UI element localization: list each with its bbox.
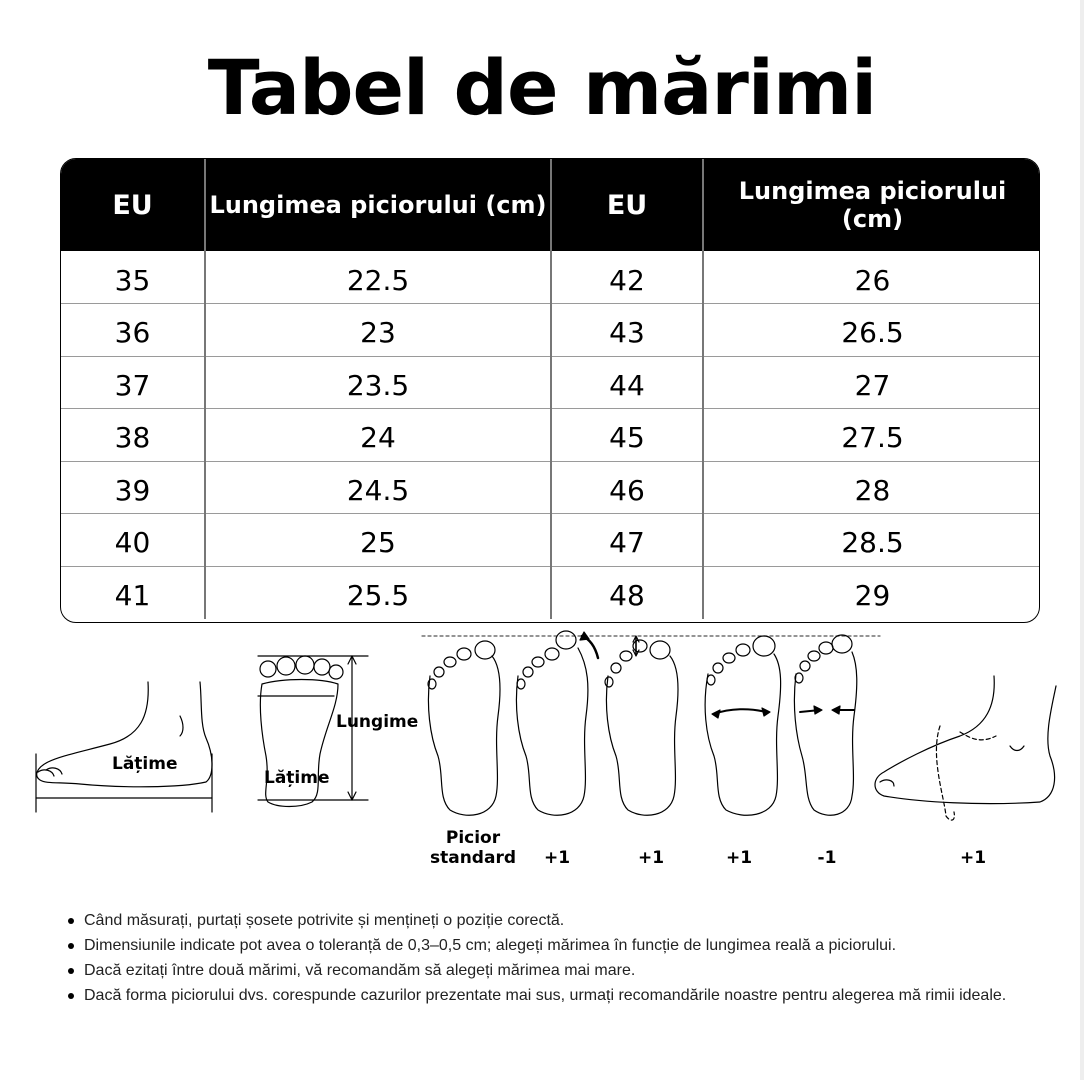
sole-length-label: Lungime bbox=[336, 712, 419, 732]
narrow-foot-icon bbox=[794, 635, 856, 815]
table-cell: 25 bbox=[205, 514, 551, 567]
adjustment-long-toe: +1 bbox=[543, 848, 571, 868]
table-cell: 28 bbox=[703, 461, 1040, 514]
table-cell: 22.5 bbox=[205, 251, 551, 304]
table-cell: 45 bbox=[551, 409, 703, 462]
table-cell: 37 bbox=[61, 356, 205, 409]
long-toe-foot-icon bbox=[516, 631, 598, 815]
table-cell: 23 bbox=[205, 304, 551, 357]
table-cell: 44 bbox=[551, 356, 703, 409]
standard-foot-icon bbox=[428, 641, 500, 815]
standard-label-line2: standard bbox=[429, 848, 516, 868]
adjustment-high-instep: +1 bbox=[959, 848, 987, 868]
wide-foot-icon bbox=[705, 636, 781, 815]
table-row bbox=[61, 409, 1040, 462]
table-header-row bbox=[61, 159, 1040, 251]
adjustment-narrow-foot: -1 bbox=[817, 848, 837, 868]
table-cell: 42 bbox=[551, 251, 703, 304]
table-row bbox=[61, 461, 1040, 514]
table-cell: 36 bbox=[61, 304, 205, 357]
sole-width-label: Lățime bbox=[264, 768, 330, 788]
header-length-right: Lungimea piciorului (cm) bbox=[703, 159, 1040, 251]
notes-list bbox=[66, 908, 1046, 1008]
table-row bbox=[61, 566, 1040, 619]
list-item: Dacă forma piciorului dvs. corespunde cazurilor prezentate mai sus, urmați recomandările noastre pentru alegerea mă rimii ideale. bbox=[66, 983, 1046, 1008]
table-cell: 23.5 bbox=[205, 356, 551, 409]
table-cell: 28.5 bbox=[703, 514, 1040, 567]
table-cell: 26 bbox=[703, 251, 1040, 304]
table-row bbox=[61, 514, 1040, 567]
adjustment-wide-foot: +1 bbox=[725, 848, 753, 868]
page-title: Tabel de mărimi bbox=[207, 43, 877, 132]
list-item: Când măsurați, purtați șosete potrivite și mențineți o poziție corectă. bbox=[66, 908, 1046, 933]
table-cell: 26.5 bbox=[703, 304, 1040, 357]
table-cell: 29 bbox=[854, 579, 891, 612]
table-cell: 39 bbox=[61, 461, 205, 514]
table-cell: 38 bbox=[61, 409, 205, 462]
side-width-label: Lățime bbox=[112, 754, 178, 774]
header-length-left: Lungimea piciorului (cm) bbox=[205, 159, 551, 251]
header-eu-left: EU bbox=[61, 159, 205, 251]
header-eu-right: EU bbox=[551, 159, 703, 251]
table-cell: 27.5 bbox=[703, 409, 1040, 462]
table-cell: 25.5 bbox=[205, 566, 551, 619]
table-cell: 24 bbox=[205, 409, 551, 462]
table-cell: 46 bbox=[551, 461, 703, 514]
table-cell: 48 bbox=[551, 566, 703, 619]
page-edge bbox=[1080, 0, 1084, 1080]
table-row bbox=[61, 356, 1040, 409]
side-foot-width-icon bbox=[36, 682, 212, 812]
table-cell: 40 bbox=[61, 514, 205, 567]
standard-label-line1: Picior bbox=[445, 828, 501, 848]
table-cell: 35 bbox=[61, 251, 205, 304]
table-row bbox=[61, 304, 1040, 357]
standard-foot-label bbox=[420, 828, 526, 868]
table-cell: 41 bbox=[61, 566, 205, 619]
list-item: Dimensiunile indicate pot avea o toleranță de 0,3–0,5 cm; alegeți mărimea în funcție de lungimea reală a piciorului. bbox=[66, 933, 1046, 958]
foot-measurement-diagram bbox=[0, 626, 1084, 876]
table-cell: 43 bbox=[551, 304, 703, 357]
size-table bbox=[60, 158, 1040, 623]
table-cell: 27 bbox=[703, 356, 1040, 409]
table-row bbox=[61, 251, 1040, 304]
list-item: Dacă ezitați între două mărimi, vă recomandăm să alegeți mărimea mai mare. bbox=[66, 958, 1046, 983]
table-cell: 47 bbox=[551, 514, 703, 567]
adjustment-tall-toe: +1 bbox=[637, 848, 665, 868]
high-instep-foot-icon bbox=[875, 676, 1056, 820]
table-cell: 24.5 bbox=[205, 461, 551, 514]
tall-toe-foot-icon bbox=[605, 636, 678, 815]
